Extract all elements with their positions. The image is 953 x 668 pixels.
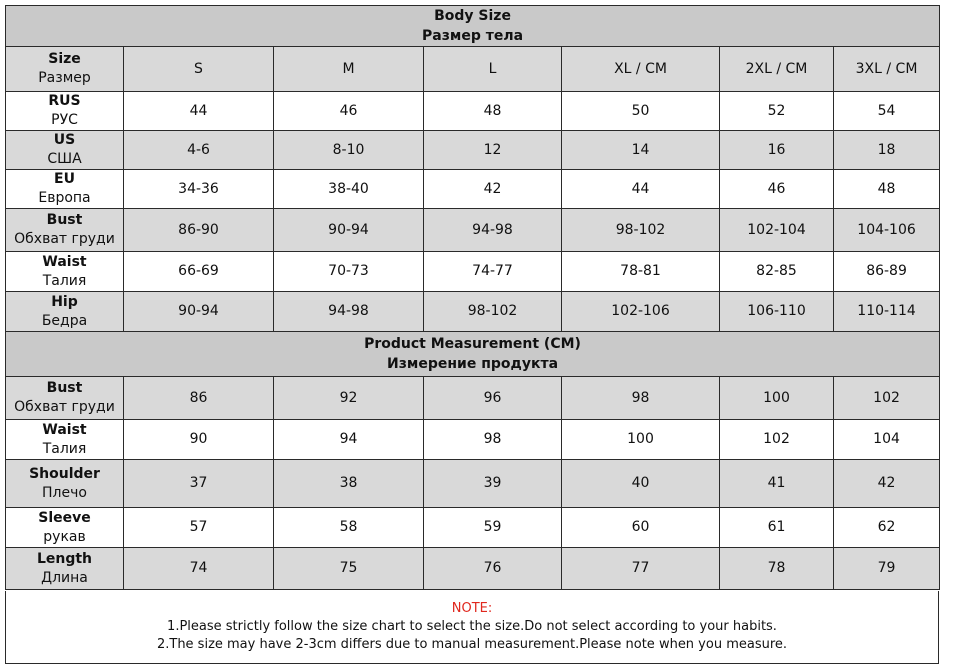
value-cell: 14: [562, 131, 720, 170]
size-chart: [5, 5, 939, 590]
value-cell: 42: [424, 170, 562, 209]
value-cell: 12: [424, 131, 562, 170]
size-col-header: 3XL / CM: [834, 47, 940, 92]
value-cell: 74-77: [424, 252, 562, 292]
value-cell: 18: [834, 131, 940, 170]
value-cell: 16: [720, 131, 834, 170]
value-cell: 86-89: [834, 252, 940, 292]
value-cell: 104-106: [834, 209, 940, 252]
row-label-en: US: [53, 132, 76, 148]
product-row-waist: [6, 420, 940, 460]
value-cell: 48: [834, 170, 940, 209]
row-label-en: Waist: [42, 421, 87, 438]
product-row-bust: [6, 377, 940, 420]
body-size-header: [6, 6, 940, 47]
value-cell: 44: [124, 92, 274, 131]
row-label-ru: рукав: [43, 528, 86, 545]
value-cell: 38-40: [274, 170, 424, 209]
value-cell: 70-73: [274, 252, 424, 292]
value-cell: 60: [562, 508, 720, 548]
value-cell: 94: [274, 420, 424, 460]
row-label-en: Bust: [46, 212, 83, 228]
value-cell: 78-81: [562, 252, 720, 292]
note-line-2: 2.The size may have 2-3cm differs due to manual measurement.Please note when you measure.: [156, 637, 788, 652]
value-cell: 90-94: [274, 209, 424, 252]
row-label-ru: Обхват груди: [14, 399, 115, 415]
row-label-cell: [6, 548, 124, 590]
row-label-en: Bust: [46, 380, 83, 396]
product-measurement-title-en: Product Measurement (CM): [364, 336, 581, 352]
value-cell: 44: [562, 170, 720, 209]
row-label-cell: [6, 92, 124, 131]
value-cell: 58: [274, 508, 424, 548]
size-col-header: XL / CM: [562, 47, 720, 92]
size-header-row: [6, 47, 940, 92]
value-cell: 46: [274, 92, 424, 131]
value-cell: 100: [562, 420, 720, 460]
row-label-en: Shoulder: [29, 465, 100, 482]
product-measurement-title: [6, 332, 940, 377]
value-cell: 104: [834, 420, 940, 460]
value-cell: 77: [562, 548, 720, 590]
value-cell: 76: [424, 548, 562, 590]
value-cell: 38: [274, 460, 424, 508]
value-cell: 54: [834, 92, 940, 131]
row-label-en: Sleeve: [38, 509, 91, 526]
row-label-cell: [6, 170, 124, 209]
body-row-bust: [6, 209, 940, 252]
value-cell: 90: [124, 420, 274, 460]
body-size-title: [6, 6, 940, 47]
value-cell: 34-36: [124, 170, 274, 209]
value-cell: 102: [720, 420, 834, 460]
value-cell: 40: [562, 460, 720, 508]
value-cell: 79: [834, 548, 940, 590]
product-row-shoulder: [6, 460, 940, 508]
product-measurement-header: [6, 332, 940, 377]
row-label-en: Hip: [51, 293, 78, 310]
row-label-ru: Обхват груди: [14, 231, 115, 247]
value-cell: 102: [834, 377, 940, 420]
row-label-ru: Плечо: [42, 484, 87, 501]
value-cell: 52: [720, 92, 834, 131]
product-measurement-title-ru: Измерение продукта: [387, 356, 559, 372]
value-cell: 100: [720, 377, 834, 420]
value-cell: 57: [124, 508, 274, 548]
row-label-ru: Европа: [38, 190, 91, 206]
value-cell: 90-94: [124, 292, 274, 332]
row-label-cell: [6, 131, 124, 170]
body-row-hip: [6, 292, 940, 332]
value-cell: 42: [834, 460, 940, 508]
value-cell: 102-104: [720, 209, 834, 252]
value-cell: 48: [424, 92, 562, 131]
row-label-cell: [6, 377, 124, 420]
value-cell: 37: [124, 460, 274, 508]
size-col-header: M: [274, 47, 424, 92]
value-cell: 39: [424, 460, 562, 508]
value-cell: 98: [424, 420, 562, 460]
value-cell: 110-114: [834, 292, 940, 332]
row-label-ru: Талия: [42, 440, 87, 457]
value-cell: 92: [274, 377, 424, 420]
row-label-cell: [6, 460, 124, 508]
size-col-header: S: [124, 47, 274, 92]
body-row-us: [6, 131, 940, 170]
value-cell: 62: [834, 508, 940, 548]
size-label-cell: [6, 47, 124, 92]
body-size-title-ru: Размер тела: [422, 28, 524, 44]
value-cell: 50: [562, 92, 720, 131]
row-label-cell: [6, 209, 124, 252]
row-label-cell: [6, 420, 124, 460]
row-label-en: Length: [36, 550, 93, 567]
value-cell: 96: [424, 377, 562, 420]
value-cell: 86: [124, 377, 274, 420]
row-label-cell: [6, 252, 124, 292]
size-col-header: L: [424, 47, 562, 92]
value-cell: 82-85: [720, 252, 834, 292]
value-cell: 61: [720, 508, 834, 548]
value-cell: 66-69: [124, 252, 274, 292]
value-cell: 94-98: [274, 292, 424, 332]
value-cell: 78: [720, 548, 834, 590]
note-line-1: 1.Please strictly follow the size chart to select the size.Do not select according to your habits.: [167, 619, 777, 634]
value-cell: 59: [424, 508, 562, 548]
size-table: [5, 5, 940, 590]
product-row-sleeve: [6, 508, 940, 548]
product-row-length: [6, 548, 940, 590]
value-cell: 74: [124, 548, 274, 590]
size-label-ru: Размер: [38, 70, 91, 86]
size-col-header: 2XL / CM: [720, 47, 834, 92]
row-label-ru: Длина: [41, 569, 88, 586]
notes-box: [5, 591, 939, 664]
value-cell: 98-102: [562, 209, 720, 252]
row-label-en: RUS: [48, 93, 81, 109]
value-cell: 94-98: [424, 209, 562, 252]
row-label-en: Waist: [42, 253, 87, 270]
row-label-en: EU: [54, 171, 75, 187]
value-cell: 86-90: [124, 209, 274, 252]
value-cell: 41: [720, 460, 834, 508]
row-label-ru: Талия: [42, 272, 87, 289]
value-cell: 106-110: [720, 292, 834, 332]
body-size-title-en: Body Size: [434, 8, 511, 24]
note-title: NOTE:: [451, 601, 493, 616]
value-cell: 46: [720, 170, 834, 209]
row-label-cell: [6, 508, 124, 548]
row-label-ru: РУС: [51, 112, 78, 128]
row-label-ru: Бедра: [41, 312, 88, 329]
body-row-rus: [6, 92, 940, 131]
value-cell: 8-10: [274, 131, 424, 170]
value-cell: 75: [274, 548, 424, 590]
value-cell: 98-102: [424, 292, 562, 332]
body-row-eu: [6, 170, 940, 209]
body-row-waist: [6, 252, 940, 292]
size-label-en: Size: [48, 51, 81, 67]
row-label-cell: [6, 292, 124, 332]
row-label-ru: США: [47, 151, 82, 167]
value-cell: 4-6: [124, 131, 274, 170]
value-cell: 102-106: [562, 292, 720, 332]
value-cell: 98: [562, 377, 720, 420]
